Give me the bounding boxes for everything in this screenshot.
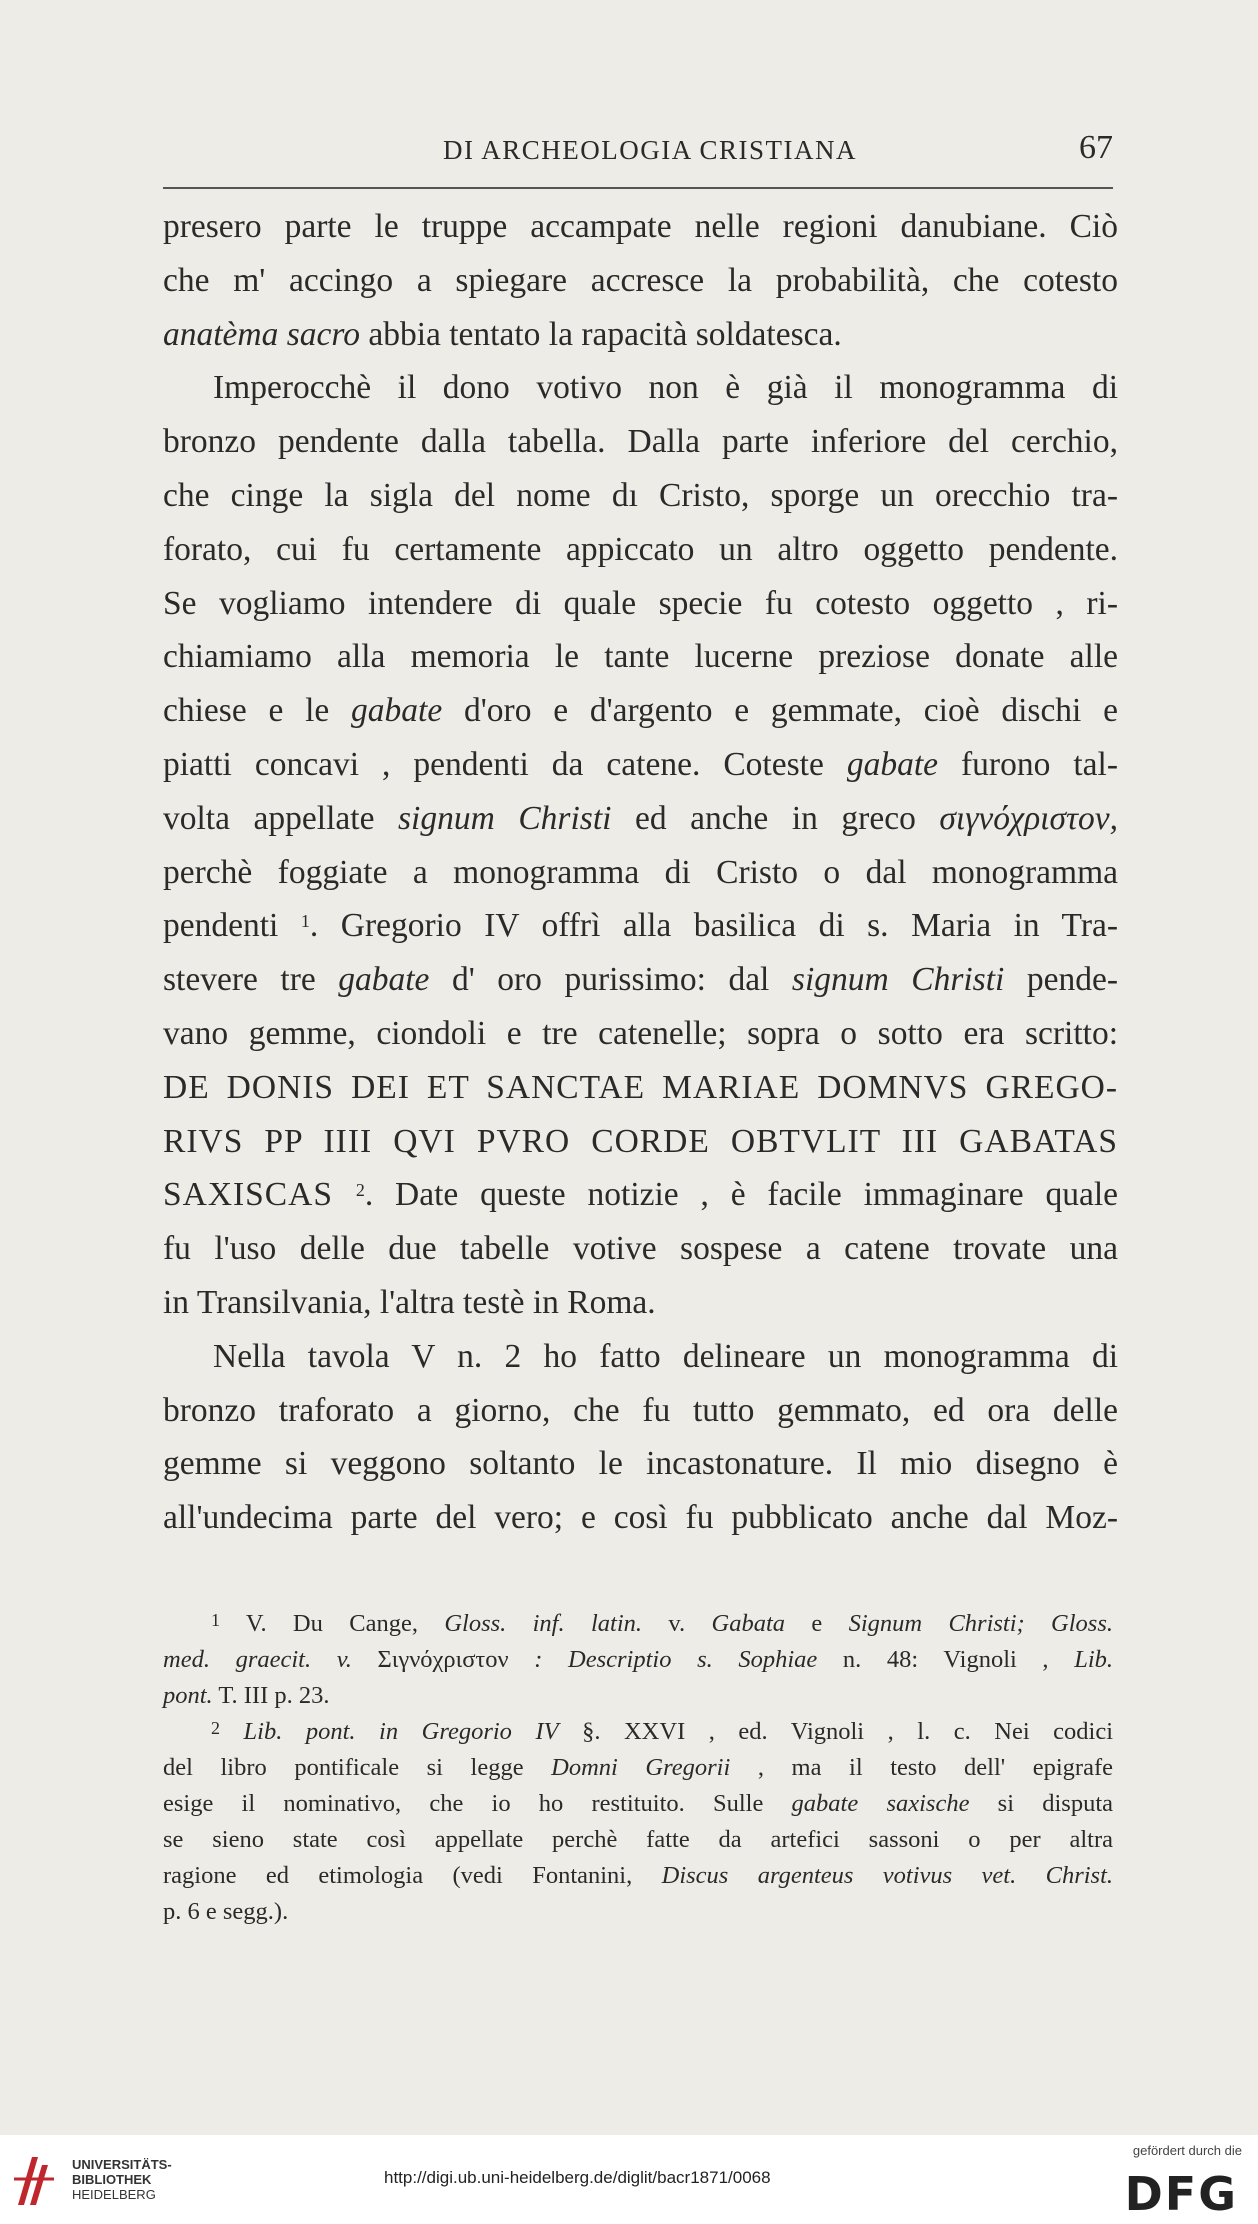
text-run: del libro pontificale si legge (163, 1754, 552, 1781)
italic-term: Discus argenteus votivus vet. Christ. (661, 1862, 1113, 1889)
text-run: T. III p. 23. (212, 1682, 330, 1709)
italic-term: gabate (338, 961, 430, 999)
text-run: pende- (1004, 961, 1118, 999)
italic-term: anatèma sacro (163, 315, 360, 353)
text-line (163, 308, 1118, 362)
text-run: esige il nominativo, che io ho restituito. Sulle (163, 1790, 792, 1817)
text-run: ed anche in greco (611, 799, 940, 837)
body-text (163, 200, 1118, 1545)
text-line (163, 792, 1118, 846)
text-run: §. XXVI , ed. Vignoli , l. c. Nei codici (558, 1718, 1114, 1745)
footnote-number: 1 (211, 1610, 220, 1630)
footnote-line (163, 1786, 1113, 1822)
text-line: presero parte le truppe accampate nelle regioni danubiane. Ciò (163, 208, 1118, 245)
footnote-2 (163, 1714, 1113, 1930)
greek-term: Σιγνόχριστον (377, 1646, 509, 1673)
italic-term: gabate (846, 745, 939, 783)
italic-term: Domni Gregorii (551, 1754, 731, 1781)
inscription-run: SAXISCAS (163, 1176, 356, 1214)
italic-term: gabate saxische (791, 1790, 970, 1817)
footnote-line (163, 1678, 1113, 1714)
paragraph-3 (163, 1330, 1118, 1545)
text-run: n. 48: Vignoli , (817, 1646, 1075, 1673)
italic-term: : Descriptio s. Sophiae (508, 1646, 818, 1673)
text-line: in Transilvania, l'altra testè in Roma. (163, 1283, 656, 1321)
text-run: , ma il testo dell' epigrafe (730, 1754, 1113, 1781)
text-line (163, 1168, 1118, 1222)
text-run: ragione ed etimologia (vedi Fontanini, (163, 1862, 662, 1889)
header-rule (163, 187, 1113, 189)
text-line: all'undecima parte del vero; e così fu pubblicato anche dal Moz- (163, 1499, 1118, 1537)
italic-term: Signum Christi; Gloss. (848, 1610, 1114, 1637)
text-line: bronzo traforato a giorno, che fu tutto gemmato, ed ora delle (163, 1391, 1118, 1429)
italic-term: Gloss. inf. latin. (444, 1610, 643, 1637)
text-line: perchè foggiate a monogramma di Cristo o dal monogramma (163, 853, 1118, 891)
text-run: furono tal- (938, 745, 1118, 783)
text-line: Nella tavola V n. 2 ho fatto delineare un monogramma di (213, 1337, 1118, 1375)
italic-term: pont. (163, 1682, 213, 1709)
text-line: che m' accingo a spiegare accresce la probabilità, che cotesto (163, 261, 1118, 299)
library-name-line: BIBLIOTHEK (72, 2172, 152, 2187)
digitization-footer (0, 2135, 1258, 2224)
page-header (163, 125, 1113, 173)
text-run: chiese e le (163, 692, 352, 730)
italic-term: Gabata (711, 1610, 786, 1637)
text-line (163, 899, 1118, 953)
text-run: volta appellate (163, 799, 398, 837)
text-run: v. (642, 1610, 712, 1637)
footnote-line (163, 1750, 1113, 1786)
text-run: d'oro e d'argento e gemmate, cioè dischi e (442, 692, 1118, 730)
footnote-ref: 1 (300, 911, 310, 932)
text-run: V. Du Cange, (220, 1610, 445, 1637)
text-run: pendenti (163, 907, 301, 945)
text-line (163, 953, 1118, 1007)
text-line (163, 738, 1118, 792)
text-line: chiamiamo alla memoria le tante lucerne preziose donate alle (163, 638, 1118, 676)
footnote-1 (163, 1606, 1113, 1714)
paragraph-2 (163, 361, 1118, 1329)
funding-note: gefördert durch die (1132, 2143, 1242, 2158)
text-run: e (785, 1610, 849, 1637)
greek-term: σιγνόχριστον, (939, 799, 1118, 837)
library-name (72, 2157, 172, 2202)
text-run: abbia tentato la rapacità soldatesca. (359, 315, 842, 353)
footnote-line (163, 1642, 1113, 1678)
italic-term: gabate (351, 692, 443, 730)
footnote-line (163, 1714, 1113, 1750)
italic-term: Lib. pont. in Gregorio IV (243, 1718, 559, 1745)
running-title: DI ARCHEOLOGIA CRISTIANA (443, 135, 857, 165)
italic-term: signum Christi (398, 799, 612, 837)
text-run: stevere tre (163, 961, 339, 999)
text-run: . Date queste notizie , è facile immaginare quale (364, 1176, 1118, 1214)
text-line (163, 684, 1118, 738)
footnote-number: 2 (211, 1718, 220, 1738)
library-name-line: UNIVERSITÄTS- (72, 2157, 172, 2172)
footnotes (163, 1606, 1113, 1930)
text-line: forato, cui fu certamente appiccato un altro oggetto pendente. (163, 530, 1118, 568)
italic-term: Lib. (1074, 1646, 1113, 1673)
text-line: che cinge la sigla del nome dı Cristo, sporge un orecchio tra- (163, 476, 1118, 514)
text-line: fu l'uso delle due tabelle votive sospese a catene trovate una (163, 1230, 1118, 1268)
text-line: Se vogliamo intendere di quale specie fu cotesto oggetto , ri- (163, 584, 1118, 622)
footnote-line (163, 1606, 1113, 1642)
permalink-url[interactable]: http://digi.ub.uni-heidelberg.de/diglit/bacr1871/0068 (384, 2168, 771, 2187)
text-line: vano gemme, ciondoli e tre catenelle; sopra o sotto era scritto: (163, 1014, 1118, 1052)
dfg-logo: DFG (1124, 2167, 1238, 2221)
inscription-line: RIVS PP IIII QVI PVRO CORDE OBTVLIT III GABATAS (163, 1122, 1118, 1160)
footnote-line: p. 6 e segg.). (163, 1898, 289, 1925)
footnote-line: se sieno state così appellate perchè fatte da artefici sassoni o per altra (163, 1826, 1113, 1853)
italic-term: signum Christi (791, 961, 1005, 999)
footnote-line (163, 1858, 1113, 1894)
footnote-ref: 2 (355, 1180, 365, 1201)
library-name-line: HEIDELBERG (72, 2187, 156, 2202)
library-logo-icon (12, 2149, 56, 2211)
page-number: 67 (1079, 129, 1113, 166)
italic-term: med. graecit. v. (163, 1646, 378, 1673)
text-line: gemme si veggono soltanto le incastonature. Il mio disegno è (163, 1445, 1118, 1483)
paragraph-1 (163, 200, 1118, 361)
inscription-line: DE DONIS DEI ET SANCTAE MARIAE DOMNVS GREGO- (163, 1068, 1118, 1106)
text-run: piatti concavi , pendenti da catene. Coteste (163, 745, 847, 783)
text-line: bronzo pendente dalla tabella. Dalla parte inferiore del cerchio, (163, 423, 1118, 461)
text-run: si disputa (969, 1790, 1113, 1817)
text-run: . Gregorio IV offrì alla basilica di s. Maria in Tra- (309, 907, 1118, 945)
text-line: Imperocchè il dono votivo non è già il monogramma di (213, 369, 1118, 407)
text-run: d' oro purissimo: dal (429, 961, 792, 999)
